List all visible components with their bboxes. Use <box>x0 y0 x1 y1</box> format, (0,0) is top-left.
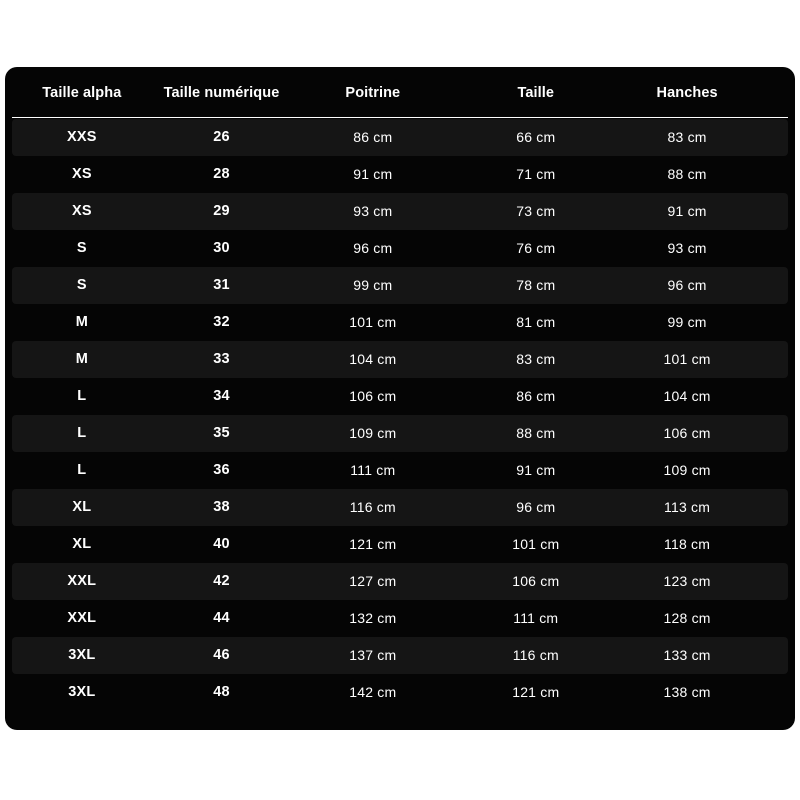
measurement-cell: 88 cm <box>667 166 707 182</box>
measurement-cell: 116 cm <box>512 647 559 663</box>
column-header: Hanches <box>656 85 718 101</box>
measurement-cell: 128 cm <box>663 610 711 626</box>
measurement-cell: 101 cm <box>663 351 711 367</box>
column-header: Taille numérique <box>163 85 280 101</box>
measurement-cell: 106 cm <box>349 388 397 404</box>
measurement-cell: 109 cm <box>663 462 711 478</box>
table-row <box>12 563 788 600</box>
measurement-cell: 137 cm <box>349 647 397 663</box>
table-row <box>12 489 788 526</box>
size-cell: 3XL <box>68 647 96 663</box>
size-cell: XS <box>71 166 92 182</box>
size-cell: M <box>75 314 88 330</box>
table-row <box>12 156 788 193</box>
measurement-cell: 96 cm <box>516 499 556 515</box>
measurement-cell: 111 cm <box>513 610 559 626</box>
measurement-cell: 132 cm <box>349 610 397 626</box>
table-row <box>12 378 788 415</box>
measurement-cell: 138 cm <box>663 684 711 700</box>
size-cell: 29 <box>213 203 230 219</box>
measurement-cell: 83 cm <box>667 129 707 145</box>
measurement-cell: 104 cm <box>663 388 711 404</box>
size-cell: 44 <box>213 610 230 626</box>
size-cell: XL <box>72 499 92 515</box>
size-cell: 3XL <box>68 684 96 700</box>
measurement-cell: 142 cm <box>349 684 397 700</box>
measurement-cell: 93 cm <box>667 240 707 256</box>
measurement-cell: 106 cm <box>663 425 711 441</box>
measurement-cell: 81 cm <box>516 314 556 330</box>
measurement-cell: 99 cm <box>667 314 707 330</box>
size-cell: 31 <box>213 277 230 293</box>
measurement-cell: 96 cm <box>667 277 707 293</box>
table-row <box>12 267 788 304</box>
table-row <box>12 674 788 711</box>
table-row <box>12 526 788 563</box>
table-row <box>12 304 788 341</box>
measurement-cell: 88 cm <box>516 425 556 441</box>
measurement-cell: 133 cm <box>663 647 711 663</box>
column-header: Poitrine <box>345 85 401 101</box>
size-cell: 36 <box>213 462 230 478</box>
measurement-cell: 83 cm <box>516 351 556 367</box>
size-cell: M <box>75 351 88 367</box>
size-cell: XXS <box>67 129 97 145</box>
size-chart-card <box>5 67 795 730</box>
table-body <box>12 118 788 711</box>
table-row <box>12 415 788 452</box>
measurement-cell: 104 cm <box>349 351 397 367</box>
size-cell: 38 <box>213 499 230 515</box>
measurement-cell: 91 cm <box>667 203 707 219</box>
size-cell: 33 <box>213 351 230 367</box>
measurement-cell: 109 cm <box>349 425 397 441</box>
table-row <box>12 193 788 230</box>
measurement-cell: 66 cm <box>516 129 556 145</box>
size-cell: S <box>76 240 87 256</box>
size-cell: 28 <box>213 166 230 182</box>
measurement-cell: 73 cm <box>516 203 556 219</box>
measurement-cell: 99 cm <box>353 277 393 293</box>
measurement-cell: 86 cm <box>516 388 556 404</box>
table-row <box>12 637 788 674</box>
size-cell: 26 <box>213 129 230 145</box>
table-row <box>12 600 788 637</box>
measurement-cell: 71 cm <box>516 166 556 182</box>
measurement-cell: 123 cm <box>663 573 711 589</box>
table-row <box>12 119 788 156</box>
table-header-row <box>12 67 788 118</box>
column-header: Taille alpha <box>42 85 122 101</box>
measurement-cell: 121 cm <box>349 536 397 552</box>
size-cell: 48 <box>213 684 230 700</box>
measurement-cell: 86 cm <box>353 129 393 145</box>
size-cell: 32 <box>213 314 230 330</box>
measurement-cell: 101 cm <box>512 536 560 552</box>
size-cell: 34 <box>213 388 230 404</box>
measurement-cell: 96 cm <box>353 240 393 256</box>
size-cell: 40 <box>213 536 230 552</box>
measurement-cell: 76 cm <box>516 240 556 256</box>
column-header: Taille <box>517 85 555 101</box>
measurement-cell: 113 cm <box>664 499 711 515</box>
size-cell: L <box>77 388 87 404</box>
measurement-cell: 111 cm <box>350 462 396 478</box>
size-cell: XXL <box>67 573 97 589</box>
size-cell: 35 <box>213 425 230 441</box>
measurement-cell: 78 cm <box>516 277 556 293</box>
size-cell: L <box>77 462 87 478</box>
measurement-cell: 118 cm <box>664 536 711 552</box>
measurement-cell: 116 cm <box>349 499 396 515</box>
size-cell: 46 <box>213 647 230 663</box>
size-cell: XXL <box>67 610 97 626</box>
measurement-cell: 91 cm <box>516 462 556 478</box>
size-cell: 42 <box>213 573 230 589</box>
size-cell: L <box>77 425 87 441</box>
size-cell: 30 <box>213 240 230 256</box>
measurement-cell: 93 cm <box>353 203 393 219</box>
measurement-cell: 91 cm <box>353 166 393 182</box>
measurement-cell: 106 cm <box>512 573 560 589</box>
table-row <box>12 341 788 378</box>
measurement-cell: 101 cm <box>349 314 397 330</box>
measurement-cell: 121 cm <box>512 684 560 700</box>
table-row <box>12 452 788 489</box>
measurement-cell: 127 cm <box>349 573 397 589</box>
size-cell: XL <box>72 536 92 552</box>
size-cell: XS <box>71 203 92 219</box>
size-cell: S <box>76 277 87 293</box>
table-row <box>12 230 788 267</box>
